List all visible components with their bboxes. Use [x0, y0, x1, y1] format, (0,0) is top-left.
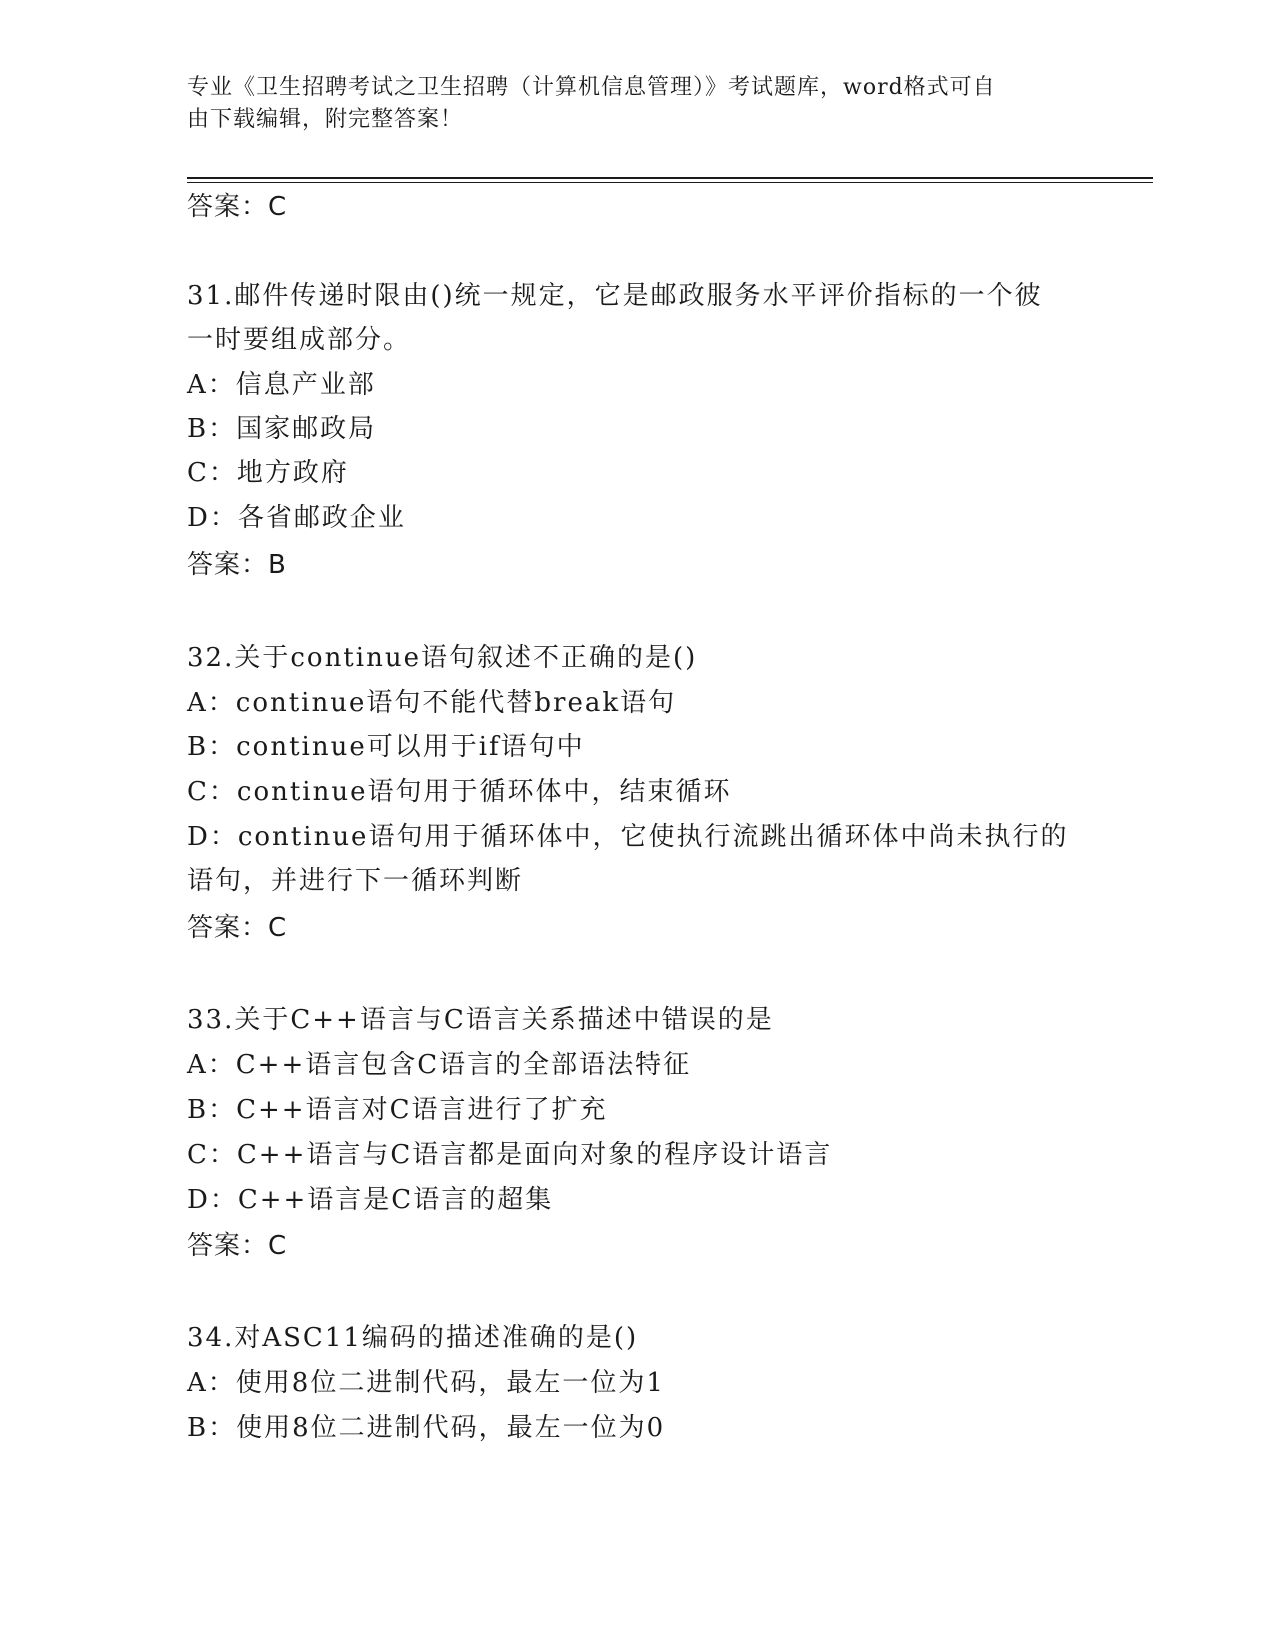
question-33-option-b: B：C++语言对C语言进行了扩充: [187, 1095, 608, 1125]
question-32-option-c: C：continue语句用于循环体中，结束循环: [187, 777, 732, 807]
question-33-answer: 答案：C: [187, 1231, 288, 1261]
question-31-option-c: C：地方政府: [187, 458, 349, 488]
answer-prev: 答案：C: [187, 192, 288, 222]
question-32-option-d-cont: 语句，并进行下一循环判断: [187, 866, 524, 896]
question-33-option-c: C：C++语言与C语言都是面向对象的程序设计语言: [187, 1140, 833, 1170]
question-33-option-d: D：C++语言是C语言的超集: [187, 1185, 554, 1215]
question-31-stem-line-2: 一时要组成部分。: [187, 325, 412, 355]
header-divider-thin: [187, 182, 1153, 183]
question-31-option-b: B：国家邮政局: [187, 414, 377, 444]
question-32-stem: 32.关于continue语句叙述不正确的是(): [187, 643, 698, 673]
question-32-answer: 答案：C: [187, 913, 288, 943]
header-line-2: 由下载编辑，附完整答案！: [187, 107, 464, 132]
question-31-option-d: D：各省邮政企业: [187, 503, 406, 533]
question-31-option-a: A：信息产业部: [187, 370, 376, 400]
question-34-option-b: B：使用8位二进制代码，最左一位为0: [187, 1413, 666, 1443]
question-34-stem: 34.对ASC11编码的描述准确的是(): [187, 1323, 639, 1353]
question-32-option-b: B：continue可以用于if语句中: [187, 732, 585, 762]
header-line-1: 专业《卫生招聘考试之卫生招聘（计算机信息管理）》考试题库，word格式可自: [187, 75, 996, 100]
question-34-option-a: A：使用8位二进制代码，最左一位为1: [187, 1368, 665, 1398]
question-31-answer: 答案：B: [187, 550, 287, 580]
question-33-stem: 33.关于C++语言与C语言关系描述中错误的是: [187, 1005, 774, 1035]
question-31-stem-line-1: 31.邮件传递时限由()统一规定，它是邮政服务水平评价指标的一个彼: [187, 281, 1043, 311]
question-32-option-d: D：continue语句用于循环体中，它使执行流跳出循环体中尚未执行的: [187, 822, 1069, 852]
header-divider-thick: [187, 177, 1153, 179]
question-32-option-a: A：continue语句不能代替break语句: [187, 688, 677, 718]
question-33-option-a: A：C++语言包含C语言的全部语法特征: [187, 1050, 692, 1080]
document-header: [187, 72, 1067, 136]
